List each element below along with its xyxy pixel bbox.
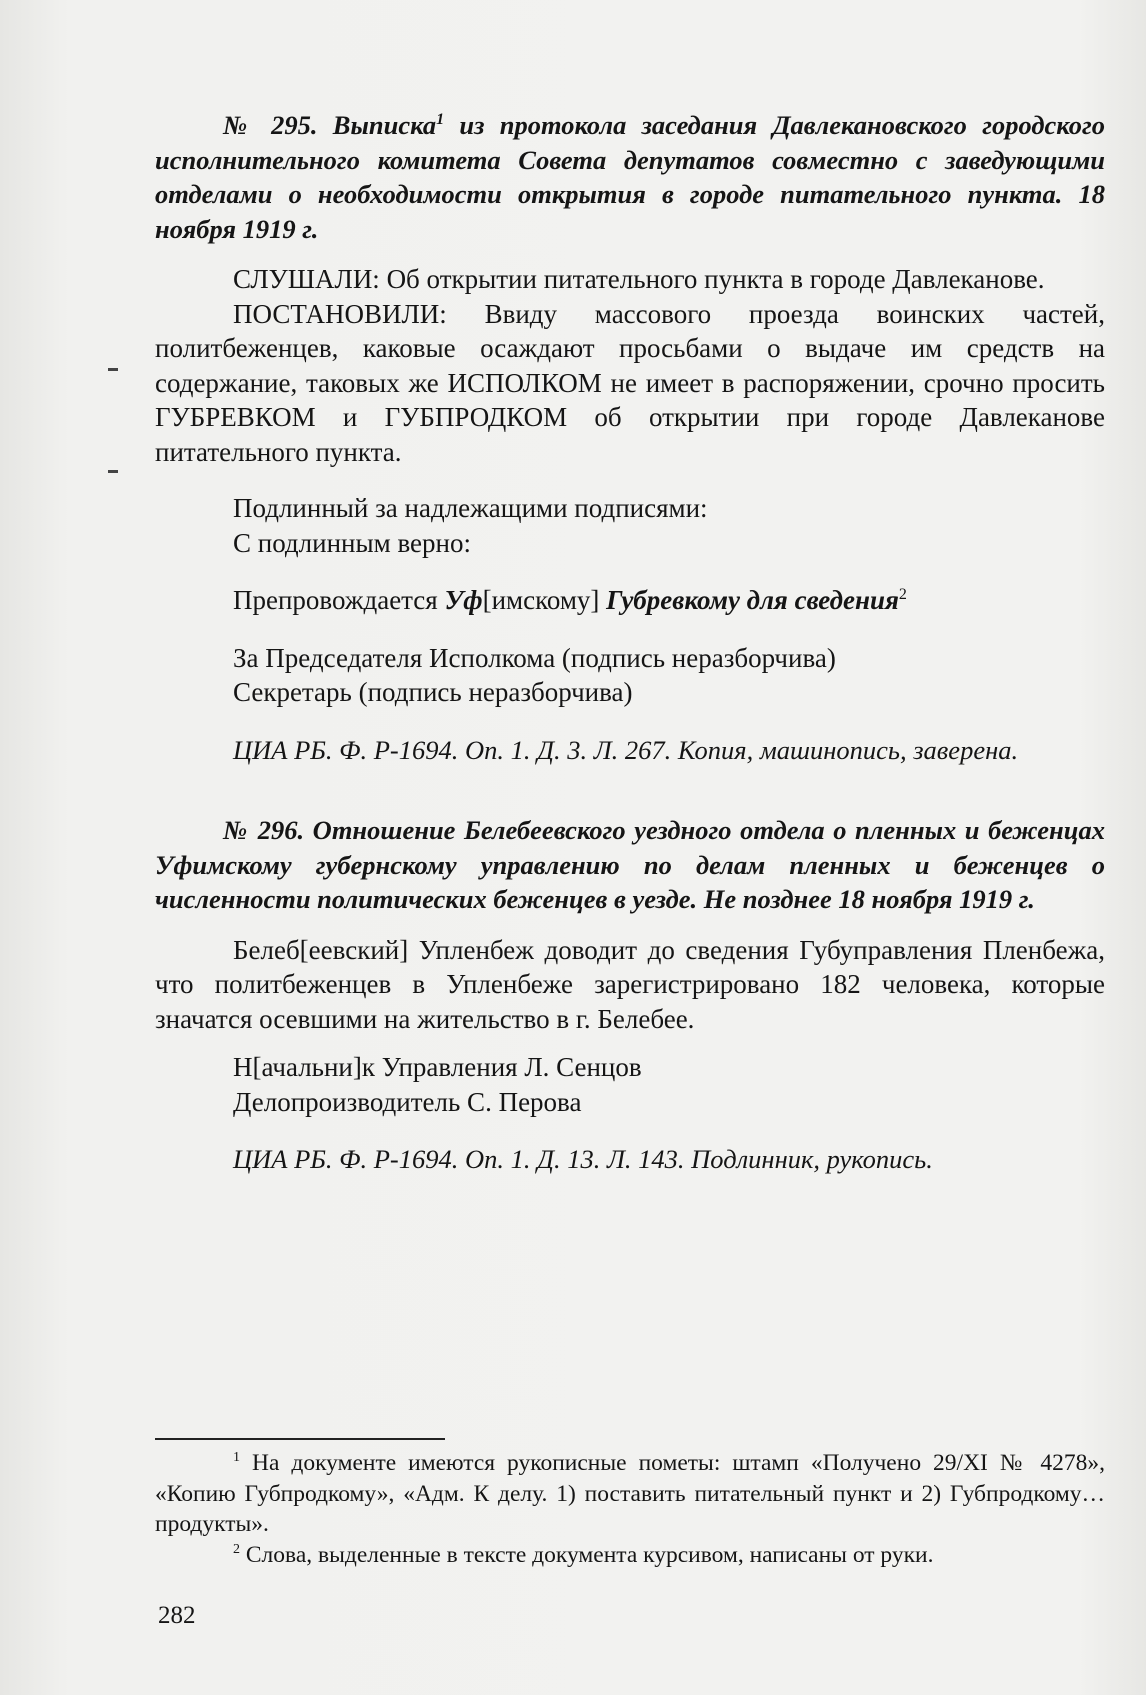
doc296-body: Белеб[еевский] Упленбеж доводит до сведения Губуправления Пленбежа, что политбеженцев в Упленбеже зарегистрировано 182 человека, которые значатся осевшими на жительство в г. Белебее. [155,934,1105,1034]
footnote-1-mark: 1 [233,1450,240,1466]
footnote-1-text: На документе имеются рукописные пометы: штамп «Получено 29/XI № 4278», «Копию Губпродкому», «Адм. К делу. 1) поставить питательный пункт и 2) Губпродкому… продукты». [155,1450,1105,1537]
doc295-chair-signature: За Председателя Исполкома (подпись неразборчива) [233,642,836,673]
doc295-original-signed: Подлинный за надлежащими подписями: [233,493,708,523]
doc295-resolved: ПОСТАНОВИЛИ: Ввиду массового проезда воинских частей, политбеженцев, каковые осаждают просьбами о выдаче им средств на содержание, таковых же ИСПОЛКОМ не имеет в распоряжении, срочно просить ГУБРЕВКОМ и ГУБПРОДКОМ об открытии при городе Давлеканове питательного пункта. [155,298,1105,467]
doc296-title: № 296. Отношение Белебеевского уездного отдела о пленных и беженцах Уфимскому губернскому управлению по делам пленных и беженцев о численности политических беженцев в уезде. Не позднее 18 ноября 1919 г. [155,815,1105,914]
doc295-archive-reference: ЦИА РБ. Ф. Р-1694. Оп. 1. Д. 3. Л. 267. Копия, машинопись, заверена. [233,734,1019,765]
footnote-ref-1: 1 [436,111,445,129]
footnote-2 [155,1540,1105,1571]
footnote-ref-2: 2 [898,586,907,603]
footnote-1 [155,1448,1105,1540]
doc296-clerk-signature: Делопроизводитель С. Перова [233,1086,582,1117]
footnote-2-text: Слова, выделенные в тексте документа курсивом, написаны от руки. [240,1541,934,1568]
page-number: 282 [158,1602,196,1629]
doc296-archive-reference: ЦИА РБ. Ф. Р-1694. Оп. 1. Д. 13. Л. 143. Подлинник, рукопись. [233,1144,933,1174]
main-text-column [155,108,1105,1177]
doc295-secretary-signature: Секретарь (подпись неразборчива) [233,677,633,707]
doc295-number: № 295. Выписка [223,110,437,140]
doc296-head-signature: Н[ачальни]к Управления Л. Сенцов [233,1052,642,1082]
footnotes [155,1448,1105,1570]
doc295-heard: СЛУШАЛИ: Об открытии питательного пункта в городе Давлеканове. [233,264,1045,294]
forwarded-italic-2: Губревкому для сведения [606,585,899,615]
doc295-copy-true: С подлинным верно: [233,527,471,558]
footnote-2-mark: 2 [233,1541,240,1557]
scan-margin-mark [108,368,118,371]
doc295-title [155,108,1105,246]
doc295-title-text: из протокола заседания Давлекановского городского исполнительного комитета Совета депутатов совместно с заведующими отделами о необходимости открытия в городе питательного пункта. 18 ноября 1919 г. [155,110,1105,244]
scan-margin-mark [108,470,118,473]
doc295-forwarded [155,583,1105,618]
forwarded-plain: Препровождается [233,585,445,615]
footnote-divider [155,1438,445,1440]
forwarded-italic-1: Уф [444,585,483,615]
forwarded-bracket: [имскому] [482,585,607,615]
